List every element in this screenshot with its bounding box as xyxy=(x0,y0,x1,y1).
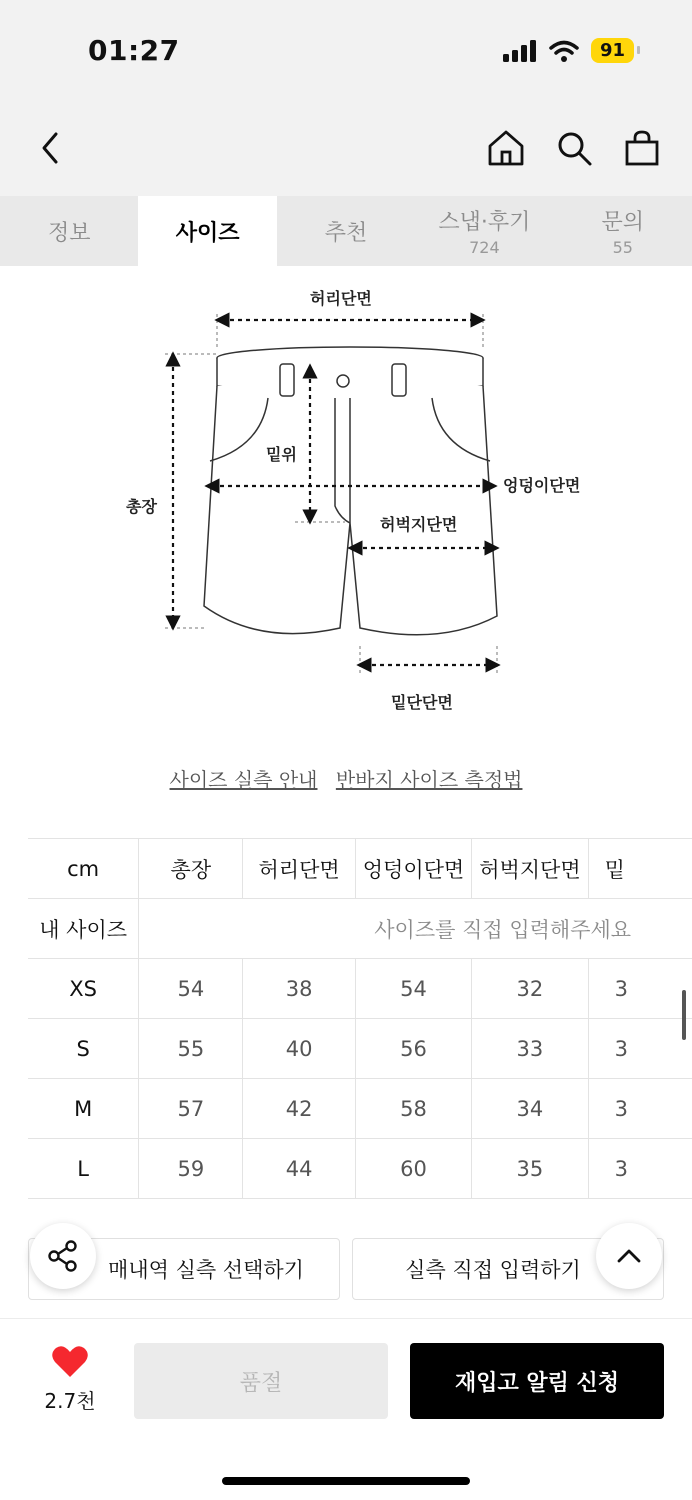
shorts-illustration xyxy=(0,266,692,736)
soldout-button xyxy=(134,1343,388,1419)
table-cell: 58 xyxy=(355,1079,471,1139)
button-label: 실측 직접 입력하기 xyxy=(405,1258,581,1282)
table-cell: 34 xyxy=(472,1079,588,1139)
tab-snap-review[interactable] xyxy=(415,196,553,266)
tab-label: 사이즈 xyxy=(175,220,240,246)
tab-count: 724 xyxy=(469,238,500,257)
table-cell: 57 xyxy=(139,1079,243,1139)
like-button[interactable] xyxy=(34,1345,106,1414)
label-length: 총장 xyxy=(126,497,157,516)
tab-recommend[interactable] xyxy=(277,196,415,266)
label-hip: 엉덩이단면 xyxy=(503,476,581,495)
status-icons xyxy=(503,38,634,63)
tab-label: 정보 xyxy=(47,220,91,246)
table-header-cell: 엉덩이단면 xyxy=(355,839,471,899)
restock-alert-button[interactable] xyxy=(410,1343,664,1419)
tab-count: 55 xyxy=(612,238,633,257)
table-cell: 35 xyxy=(472,1139,588,1199)
table-cell: 55 xyxy=(139,1019,243,1079)
horizontal-scroll-indicator[interactable] xyxy=(682,990,686,1040)
tab-label: 추천 xyxy=(324,220,368,246)
status-bar xyxy=(0,0,692,98)
size-label: M xyxy=(28,1079,139,1139)
label-rise: 밑위 xyxy=(266,445,297,464)
table-cell: 3 xyxy=(588,1139,692,1199)
table-cell: 42 xyxy=(243,1079,355,1139)
tab-size[interactable] xyxy=(138,196,276,266)
nav-bar xyxy=(0,98,692,196)
tab-bar xyxy=(0,196,692,266)
wifi-icon xyxy=(549,40,579,62)
home-icon[interactable] xyxy=(486,128,526,168)
table-cell: 33 xyxy=(472,1019,588,1079)
size-diagram xyxy=(0,266,692,736)
shopping-bag-icon[interactable] xyxy=(622,128,662,168)
status-time: 01:27 xyxy=(88,34,180,67)
table-cell: 44 xyxy=(243,1139,355,1199)
table-cell: 32 xyxy=(472,959,588,1019)
my-size-label: 내 사이즈 xyxy=(28,899,139,959)
button-label: 품절 xyxy=(239,1370,283,1396)
table-header-cell: 총장 xyxy=(139,839,243,899)
label-hem: 밑단단면 xyxy=(391,693,453,712)
button-label: 재입고 알림 신청 xyxy=(454,1370,620,1396)
my-size-input[interactable]: 사이즈를 직접 입력해주세요 xyxy=(139,899,692,959)
table-cell: 3 xyxy=(588,1079,692,1139)
size-label: L xyxy=(28,1139,139,1199)
table-header-cell: 허벅지단면 xyxy=(472,839,588,899)
table-cell: 40 xyxy=(243,1019,355,1079)
tab-label: 스냅·후기 xyxy=(438,210,531,235)
table-cell: 56 xyxy=(355,1019,471,1079)
table-row xyxy=(28,1139,692,1199)
label-thigh: 허벅지단면 xyxy=(380,515,458,534)
like-count: 2.7천 xyxy=(44,1389,96,1413)
nav-actions xyxy=(486,128,662,168)
table-cell: 60 xyxy=(355,1139,471,1199)
tab-inquiry[interactable] xyxy=(554,196,692,266)
size-table xyxy=(28,838,692,1199)
back-chevron-icon[interactable] xyxy=(34,128,68,168)
table-cell: 38 xyxy=(243,959,355,1019)
size-guide-links xyxy=(0,764,692,793)
tab-info[interactable] xyxy=(0,196,138,266)
share-icon xyxy=(46,1239,80,1273)
home-indicator xyxy=(222,1477,470,1485)
table-unit-cell: cm xyxy=(28,839,139,899)
table-row xyxy=(28,1019,692,1079)
size-guide-link[interactable]: 사이즈 실측 안내 xyxy=(169,768,318,792)
table-row xyxy=(28,959,692,1019)
cellular-signal-icon xyxy=(503,40,537,62)
label-waist: 허리단면 xyxy=(310,289,372,308)
table-header-cell: 허리단면 xyxy=(243,839,355,899)
tab-label: 문의 xyxy=(601,210,645,235)
measure-method-link[interactable]: 반바지 사이즈 측정법 xyxy=(335,768,523,792)
table-header-row xyxy=(28,839,692,899)
table-cell: 54 xyxy=(139,959,243,1019)
my-size-row[interactable] xyxy=(28,899,692,959)
search-icon[interactable] xyxy=(554,128,594,168)
table-cell: 54 xyxy=(355,959,471,1019)
table-cell: 3 xyxy=(588,1019,692,1079)
share-button[interactable] xyxy=(30,1223,96,1289)
table-cell: 59 xyxy=(139,1139,243,1199)
button-label: 매내역 실측 선택하기 xyxy=(108,1258,304,1282)
table-header-cell: 밑 xyxy=(588,839,692,899)
table-cell: 3 xyxy=(588,959,692,1019)
heart-icon xyxy=(51,1345,89,1379)
chevron-up-icon xyxy=(614,1241,644,1271)
scroll-to-top-button[interactable] xyxy=(596,1223,662,1289)
table-row xyxy=(28,1079,692,1139)
size-label: S xyxy=(28,1019,139,1079)
bottom-purchase-bar xyxy=(0,1318,692,1500)
size-label: XS xyxy=(28,959,139,1019)
battery-indicator: 91 xyxy=(591,38,634,63)
